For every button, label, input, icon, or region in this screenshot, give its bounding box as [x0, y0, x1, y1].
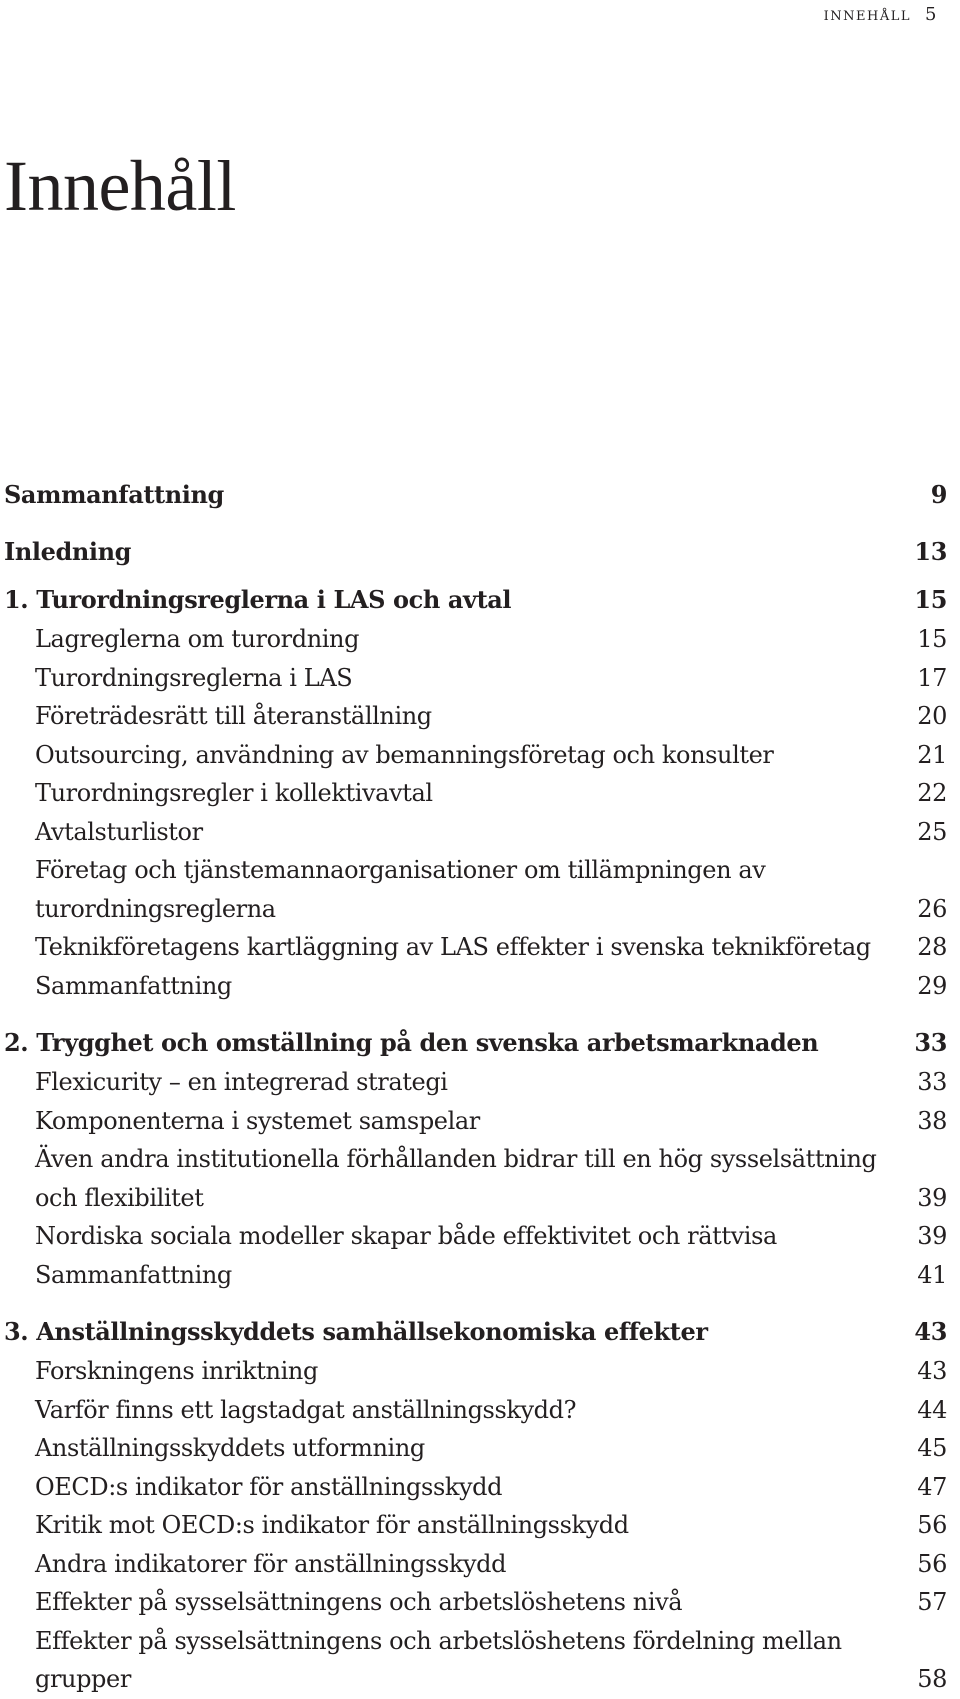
toc-section-title: Kritik mot OECD:s indikator för anställningsskydd: [35, 1511, 629, 1539]
toc-section-title: Anställningsskyddets utformning: [35, 1434, 425, 1462]
toc-section[interactable]: [4, 1217, 947, 1256]
toc-section-page: 39: [917, 1222, 947, 1250]
toc-chapter-page: 15: [914, 585, 947, 614]
toc-section-title: Sammanfattning: [35, 1260, 232, 1289]
toc-section-title: Sammanfattning: [35, 971, 232, 1000]
toc-chapter-heading[interactable]: [4, 580, 947, 620]
toc-section-page: 29: [917, 971, 947, 1000]
toc-section-title: Företrädesrätt till återanställning: [35, 702, 432, 730]
toc-section[interactable]: [4, 1506, 947, 1545]
toc-section[interactable]: [4, 1140, 947, 1217]
toc-section-page: 33: [917, 1068, 947, 1096]
toc-section[interactable]: [4, 967, 947, 1006]
toc-chapter-title: 3. Anställningsskyddets samhällsekonomiska effekter: [4, 1317, 708, 1346]
running-head-title: innehåll: [823, 4, 912, 25]
toc-section-title: Andra indikatorer för anställningsskydd: [35, 1549, 507, 1578]
toc-entry-page: 9: [930, 480, 947, 509]
toc-section-title: OECD:s indikator för anställningsskydd: [35, 1472, 503, 1501]
toc-section-page: 22: [917, 779, 947, 807]
toc-section-page: 56: [917, 1549, 947, 1578]
toc-section-title: Avtalsturlistor: [35, 817, 203, 846]
toc-section-page: 21: [917, 740, 947, 769]
toc-section-page: 25: [917, 817, 947, 846]
toc-section-page: 38: [917, 1106, 947, 1135]
toc-section-title: Effekter på sysselsättningens och arbetslöshetens nivå: [35, 1588, 683, 1616]
toc-section-title: Komponenterna i systemet samspelar: [35, 1106, 480, 1135]
toc-section-title: Turordningsregler i kollektivavtal: [35, 779, 433, 807]
toc-entry-title: Sammanfattning: [4, 480, 224, 509]
toc-section-title: Lagreglerna om turordning: [35, 625, 360, 653]
toc-chapter-title: 1. Turordningsreglerna i LAS och avtal: [4, 585, 512, 614]
toc-section-title: Effekter på sysselsättningens och arbetslöshetens fördelning mellan grupper: [35, 1626, 842, 1693]
toc-section-page: 58: [917, 1665, 947, 1693]
toc-section[interactable]: [4, 1102, 947, 1141]
toc-section[interactable]: [4, 736, 947, 775]
toc-entry-sammanfattning[interactable]: [4, 466, 947, 523]
toc-section-page: 20: [917, 702, 947, 730]
toc-section-page: 26: [917, 894, 947, 923]
toc-section[interactable]: [4, 1468, 947, 1507]
toc-section-page: 44: [917, 1395, 947, 1424]
toc-section-page: 41: [917, 1260, 947, 1289]
toc-section[interactable]: [4, 1352, 947, 1391]
toc-section-page: 47: [917, 1472, 947, 1501]
toc-section-title: Flexicurity – en integrerad strategi: [35, 1068, 448, 1096]
toc-entry-inledning[interactable]: [4, 523, 947, 580]
toc-section[interactable]: [4, 1429, 947, 1468]
toc-section-page: 45: [917, 1434, 947, 1462]
toc-section-page: 56: [917, 1511, 947, 1539]
toc-section-page: 15: [917, 625, 947, 653]
toc-section-page: 43: [917, 1357, 947, 1385]
toc-section-title: Outsourcing, användning av bemanningsföretag och konsulter: [35, 740, 774, 769]
toc-chapter-2: [4, 1023, 947, 1294]
toc-section[interactable]: [4, 697, 947, 736]
toc-chapter-page: 43: [914, 1317, 947, 1346]
toc-chapter-heading[interactable]: [4, 1023, 947, 1063]
toc-section-page: 57: [917, 1588, 947, 1616]
toc-chapter-title: 2. Trygghet och omställning på den svenska arbetsmarknaden: [4, 1028, 819, 1057]
page-title: Innehåll: [4, 146, 236, 226]
toc-section[interactable]: [4, 1583, 947, 1622]
toc-section[interactable]: [4, 1063, 947, 1102]
toc-section[interactable]: [4, 1622, 947, 1699]
toc-section-title: Nordiska sociala modeller skapar både effektivitet och rättvisa: [35, 1222, 777, 1250]
toc-section-title: Turordningsreglerna i LAS: [35, 663, 353, 692]
table-of-contents: [4, 466, 947, 1699]
toc-section[interactable]: [4, 659, 947, 698]
toc-entry-title: Inledning: [4, 537, 132, 566]
toc-section-page: 39: [917, 1183, 947, 1212]
toc-chapter-page: 33: [914, 1028, 947, 1057]
toc-section[interactable]: [4, 813, 947, 852]
toc-section-title: Forskningens inriktning: [35, 1357, 318, 1385]
toc-section-page: 28: [917, 933, 947, 961]
toc-section-title: Varför finns ett lagstadgat anställningsskydd?: [35, 1395, 577, 1424]
toc-section[interactable]: [4, 1545, 947, 1584]
toc-section[interactable]: [4, 851, 947, 928]
toc-chapter-3: [4, 1312, 947, 1699]
toc-entry-page: 13: [914, 537, 947, 566]
running-head: [824, 4, 938, 25]
toc-section[interactable]: [4, 928, 947, 967]
toc-section[interactable]: [4, 774, 947, 813]
toc-section-page: 17: [917, 663, 947, 692]
running-head-page-number: 5: [925, 4, 938, 25]
toc-section-title: Företag och tjänstemannaorganisationer om tillämpningen av turordningsreglerna: [35, 856, 766, 923]
toc-section[interactable]: [4, 620, 947, 659]
toc-chapter-heading[interactable]: [4, 1312, 947, 1352]
toc-chapter-1: [4, 580, 947, 1005]
toc-section[interactable]: [4, 1391, 947, 1430]
toc-section-title: Även andra institutionella förhållanden bidrar till en hög sysselsättning och flexibilitet: [35, 1145, 877, 1212]
toc-section-title: Teknikföretagens kartläggning av LAS effekter i svenska teknikföretag: [35, 933, 871, 961]
toc-section[interactable]: [4, 1256, 947, 1295]
